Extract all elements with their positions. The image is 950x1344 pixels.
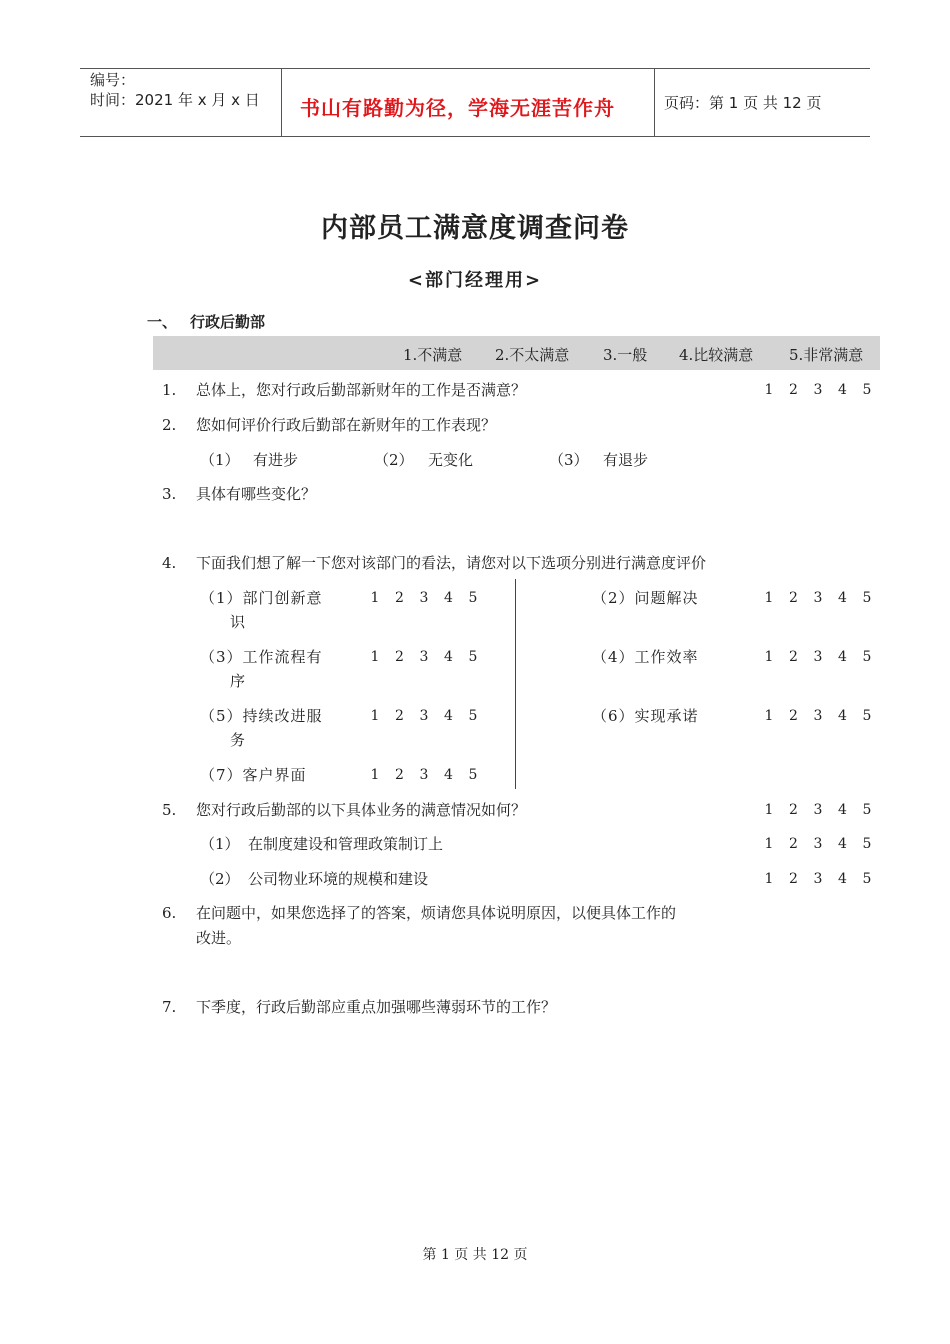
rating-4[interactable]: 4 bbox=[838, 590, 847, 606]
rating-5[interactable]: 5 bbox=[862, 836, 872, 852]
rating-4[interactable]: 4 bbox=[838, 649, 847, 665]
rating-5[interactable]: 5 bbox=[468, 649, 478, 665]
rating-2[interactable]: 2 bbox=[789, 802, 798, 818]
q4-item-7-line1: （7）客户界面 bbox=[200, 766, 307, 784]
q2-option-3-code[interactable]: （3） bbox=[549, 451, 589, 469]
rating-2[interactable]: 2 bbox=[789, 871, 798, 887]
header-divider-2 bbox=[654, 68, 655, 136]
q7-text: 下季度，行政后勤部应重点加强哪些薄弱环节的工作？ bbox=[196, 998, 557, 1016]
q4-item-2-rating[interactable] bbox=[764, 588, 872, 608]
q4-item-3-rating[interactable] bbox=[370, 647, 478, 667]
rating-5[interactable]: 5 bbox=[468, 767, 478, 783]
q4-item-4-rating[interactable] bbox=[764, 647, 872, 667]
header-page-code: 页码：第 1 页 共 12 页 bbox=[664, 94, 822, 112]
rating-2[interactable]: 2 bbox=[789, 382, 798, 398]
scale-item-1: 1.不满意 bbox=[403, 346, 463, 364]
rating-4[interactable]: 4 bbox=[444, 590, 453, 606]
header-motto: 书山有路勤为径，学海无涯苦作舟 bbox=[300, 96, 615, 120]
rating-2[interactable]: 2 bbox=[395, 767, 404, 783]
q3-number: 3. bbox=[162, 485, 177, 503]
rating-1[interactable]: 1 bbox=[370, 590, 380, 606]
q5-item-1-label: 在制度建设和管理政策制订上 bbox=[248, 835, 444, 853]
q1-number: 1. bbox=[162, 381, 177, 399]
page-subtitle: <部门经理用> bbox=[407, 270, 543, 291]
rating-4[interactable]: 4 bbox=[838, 836, 847, 852]
q1-text: 总体上，您对行政后勤部新财年的工作是否满意？ bbox=[196, 381, 527, 399]
rating-3[interactable]: 3 bbox=[813, 590, 823, 606]
rating-1[interactable]: 1 bbox=[764, 836, 774, 852]
q4-item-5-line2: 务 bbox=[230, 731, 246, 749]
rating-4[interactable]: 4 bbox=[838, 382, 847, 398]
q4-item-3-line1: （3）工作流程有 bbox=[200, 648, 323, 666]
q4-item-2-label: （2）问题解决 bbox=[592, 589, 699, 607]
rating-5[interactable]: 5 bbox=[862, 382, 872, 398]
rating-4[interactable]: 4 bbox=[838, 871, 847, 887]
q4-item-1-line1: （1）部门创新意 bbox=[200, 589, 323, 607]
rating-3[interactable]: 3 bbox=[419, 649, 429, 665]
q6-number: 6. bbox=[162, 904, 177, 922]
scale-item-4: 4.比较满意 bbox=[679, 346, 754, 364]
q4-item-7-rating[interactable] bbox=[370, 765, 478, 785]
rating-1[interactable]: 1 bbox=[370, 708, 380, 724]
q4-number: 4. bbox=[162, 554, 177, 572]
rating-5[interactable]: 5 bbox=[862, 802, 872, 818]
scale-item-3: 3.一般 bbox=[603, 346, 648, 364]
header-time-label: 时间：2021 年 x 月 x 日 bbox=[90, 91, 260, 109]
q5-item-1-rating[interactable] bbox=[764, 834, 872, 854]
rating-2[interactable]: 2 bbox=[789, 836, 798, 852]
q4-item-5-rating[interactable] bbox=[370, 706, 478, 726]
section-number: 一、 bbox=[147, 313, 178, 331]
rating-5[interactable]: 5 bbox=[862, 871, 872, 887]
rating-5[interactable]: 5 bbox=[468, 590, 478, 606]
scale-item-2: 2.不太满意 bbox=[495, 346, 570, 364]
rating-3[interactable]: 3 bbox=[813, 382, 823, 398]
rating-1[interactable]: 1 bbox=[764, 382, 774, 398]
scale-item-5: 5.非常满意 bbox=[789, 346, 864, 364]
q4-item-3-line2: 序 bbox=[230, 672, 246, 690]
q5-rating[interactable] bbox=[764, 800, 872, 820]
rating-4[interactable]: 4 bbox=[838, 802, 847, 818]
q2-option-1-code[interactable]: （1） bbox=[200, 451, 240, 469]
rating-1[interactable]: 1 bbox=[370, 649, 380, 665]
q6-text-line1: 在问题中，如果您选择了的答案，烦请您具体说明原因，以便具体工作的 bbox=[196, 904, 677, 922]
rating-1[interactable]: 1 bbox=[764, 802, 774, 818]
rating-1[interactable]: 1 bbox=[764, 708, 774, 724]
rating-3[interactable]: 3 bbox=[813, 708, 823, 724]
rating-2[interactable]: 2 bbox=[789, 649, 798, 665]
q5-text: 您对行政后勤部的以下具体业务的满意情况如何？ bbox=[196, 801, 527, 819]
footer-page-number: 第 1 页 共 12 页 bbox=[422, 1247, 528, 1263]
rating-4[interactable]: 4 bbox=[838, 708, 847, 724]
header-divider-1 bbox=[281, 68, 282, 136]
rating-3[interactable]: 3 bbox=[419, 590, 429, 606]
q4-item-6-label: （6）实现承诺 bbox=[592, 707, 699, 725]
q4-item-5-line1: （5）持续改进服 bbox=[200, 707, 323, 725]
q5-item-2-code: （2） bbox=[200, 870, 240, 888]
rating-4[interactable]: 4 bbox=[444, 708, 453, 724]
rating-3[interactable]: 3 bbox=[813, 802, 823, 818]
q4-item-1-line2: 识 bbox=[230, 613, 246, 631]
rating-5[interactable]: 5 bbox=[468, 708, 478, 724]
q1-rating[interactable] bbox=[764, 380, 872, 400]
rating-5[interactable]: 5 bbox=[862, 649, 872, 665]
rating-3[interactable]: 3 bbox=[419, 767, 429, 783]
q6-text-line2: 改进。 bbox=[196, 929, 242, 947]
q2-option-2-code[interactable]: （2） bbox=[374, 451, 414, 469]
rating-2[interactable]: 2 bbox=[789, 708, 798, 724]
header-number-label: 编号： bbox=[90, 71, 136, 89]
q2-text: 您如何评价行政后勤部在新财年的工作表现？ bbox=[196, 416, 497, 434]
q2-option-2-label[interactable]: 无变化 bbox=[428, 451, 474, 469]
header-top-rule bbox=[80, 68, 870, 69]
q5-item-1-code: （1） bbox=[200, 835, 240, 853]
q5-item-2-label: 公司物业环境的规模和建设 bbox=[248, 870, 429, 888]
rating-3[interactable]: 3 bbox=[813, 836, 823, 852]
rating-1[interactable]: 1 bbox=[764, 649, 774, 665]
rating-5[interactable]: 5 bbox=[862, 590, 872, 606]
q5-number: 5. bbox=[162, 801, 177, 819]
q4-column-divider bbox=[515, 579, 516, 789]
q2-option-3-label[interactable]: 有退步 bbox=[603, 451, 649, 469]
page-title: 内部员工满意度调查问卷 bbox=[321, 213, 629, 244]
q2-option-1-label[interactable]: 有进步 bbox=[253, 451, 299, 469]
rating-1[interactable]: 1 bbox=[370, 767, 380, 783]
q3-text: 具体有哪些变化？ bbox=[196, 485, 317, 503]
q2-number: 2. bbox=[162, 416, 177, 434]
rating-3[interactable]: 3 bbox=[813, 649, 823, 665]
rating-2[interactable]: 2 bbox=[395, 708, 404, 724]
q4-item-1-rating[interactable] bbox=[370, 588, 478, 608]
q5-item-2-rating[interactable] bbox=[764, 869, 872, 889]
rating-4[interactable]: 4 bbox=[444, 767, 453, 783]
rating-2[interactable]: 2 bbox=[789, 590, 798, 606]
rating-5[interactable]: 5 bbox=[862, 708, 872, 724]
rating-2[interactable]: 2 bbox=[395, 590, 404, 606]
rating-4[interactable]: 4 bbox=[444, 649, 453, 665]
rating-1[interactable]: 1 bbox=[764, 590, 774, 606]
q4-text: 下面我们想了解一下您对该部门的看法，请您对以下选项分别进行满意度评价 bbox=[196, 554, 707, 572]
rating-1[interactable]: 1 bbox=[764, 871, 774, 887]
q7-number: 7. bbox=[162, 998, 177, 1016]
section-title: 行政后勤部 bbox=[190, 313, 266, 331]
rating-3[interactable]: 3 bbox=[813, 871, 823, 887]
rating-2[interactable]: 2 bbox=[395, 649, 404, 665]
q4-item-6-rating[interactable] bbox=[764, 706, 872, 726]
q4-item-4-label: （4）工作效率 bbox=[592, 648, 699, 666]
rating-3[interactable]: 3 bbox=[419, 708, 429, 724]
header-bottom-rule bbox=[80, 136, 870, 137]
